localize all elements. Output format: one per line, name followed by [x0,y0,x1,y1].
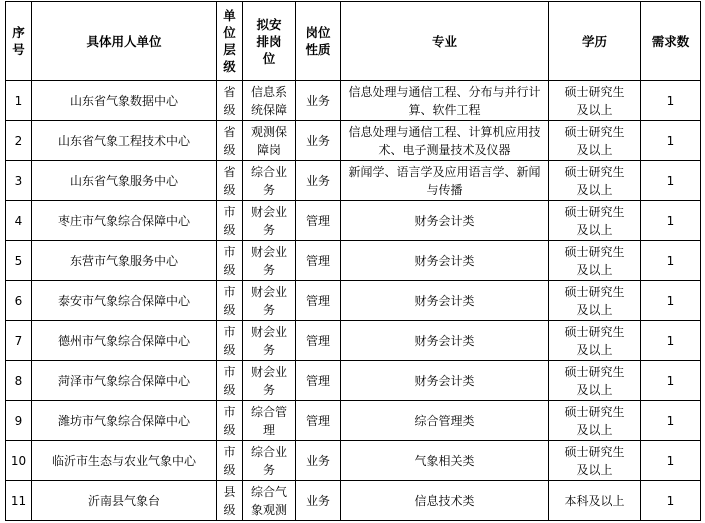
cell-count: 1 [641,481,701,521]
cell-nature: 管理 [296,361,341,401]
table-row [6,81,701,121]
cell-education: 硕士研究生及以上 [549,161,641,201]
cell-level: 省级 [217,161,243,201]
header-unit: 具体用人单位 [32,2,217,81]
cell-nature: 管理 [296,321,341,361]
cell-unit: 德州市气象综合保障中心 [32,321,217,361]
cell-unit: 东营市气象服务中心 [32,241,217,281]
cell-seq: 3 [6,161,32,201]
cell-post: 综合业务 [243,161,296,201]
header-nature: 岗位性质 [296,2,341,81]
cell-level: 市级 [217,361,243,401]
table-row [6,281,701,321]
cell-education: 硕士研究生及以上 [549,321,641,361]
cell-seq: 1 [6,81,32,121]
table-row [6,481,701,521]
cell-nature: 管理 [296,241,341,281]
cell-major: 财务会计类 [341,241,549,281]
table-row [6,121,701,161]
cell-nature: 管理 [296,201,341,241]
header-education: 学历 [549,2,641,81]
cell-unit: 枣庄市气象综合保障中心 [32,201,217,241]
cell-education: 硕士研究生及以上 [549,121,641,161]
cell-major: 财务会计类 [341,281,549,321]
cell-post: 财会业务 [243,201,296,241]
cell-level: 市级 [217,321,243,361]
cell-major: 财务会计类 [341,361,549,401]
table-row [6,201,701,241]
cell-post: 信息系统保障 [243,81,296,121]
cell-seq: 4 [6,201,32,241]
cell-major: 信息处理与通信工程、计算机应用技术、电子测量技术及仪器 [341,121,549,161]
cell-level: 省级 [217,81,243,121]
cell-major: 综合管理类 [341,401,549,441]
cell-nature: 管理 [296,281,341,321]
cell-nature: 业务 [296,161,341,201]
cell-nature: 业务 [296,81,341,121]
cell-count: 1 [641,241,701,281]
cell-count: 1 [641,401,701,441]
cell-nature: 业务 [296,441,341,481]
table-row [6,441,701,481]
cell-major: 财务会计类 [341,321,549,361]
cell-education: 硕士研究生及以上 [549,281,641,321]
header-major: 专业 [341,2,549,81]
cell-major: 气象相关类 [341,441,549,481]
header-count: 需求数 [641,2,701,81]
cell-count: 1 [641,321,701,361]
header-level: 单位层级 [217,2,243,81]
cell-unit: 菏泽市气象综合保障中心 [32,361,217,401]
cell-level: 市级 [217,401,243,441]
cell-seq: 8 [6,361,32,401]
cell-post: 综合管理 [243,401,296,441]
cell-count: 1 [641,161,701,201]
cell-seq: 10 [6,441,32,481]
cell-post: 财会业务 [243,241,296,281]
cell-unit: 潍坊市气象综合保障中心 [32,401,217,441]
cell-major: 信息处理与通信工程、分布与并行计算、软件工程 [341,81,549,121]
cell-post: 综合气象观测 [243,481,296,521]
cell-major: 新闻学、语言学及应用语言学、新闻与传播 [341,161,549,201]
cell-education: 硕士研究生及以上 [549,441,641,481]
header-seq: 序号 [6,2,32,81]
table-row [6,241,701,281]
cell-level: 市级 [217,281,243,321]
cell-nature: 业务 [296,121,341,161]
cell-level: 省级 [217,121,243,161]
cell-nature: 管理 [296,401,341,441]
cell-education: 硕士研究生及以上 [549,81,641,121]
cell-count: 1 [641,281,701,321]
cell-seq: 9 [6,401,32,441]
cell-seq: 6 [6,281,32,321]
cell-unit: 山东省气象数据中心 [32,81,217,121]
cell-count: 1 [641,81,701,121]
cell-post: 财会业务 [243,321,296,361]
cell-education: 硕士研究生及以上 [549,241,641,281]
cell-level: 县级 [217,481,243,521]
cell-count: 1 [641,121,701,161]
cell-education: 硕士研究生及以上 [549,401,641,441]
cell-unit: 山东省气象服务中心 [32,161,217,201]
cell-seq: 2 [6,121,32,161]
cell-unit: 泰安市气象综合保障中心 [32,281,217,321]
cell-seq: 7 [6,321,32,361]
cell-count: 1 [641,441,701,481]
cell-count: 1 [641,361,701,401]
table-row [6,321,701,361]
header-post: 拟安排岗位 [243,2,296,81]
cell-nature: 业务 [296,481,341,521]
cell-unit: 临沂市生态与农业气象中心 [32,441,217,481]
cell-education: 本科及以上 [549,481,641,521]
cell-level: 市级 [217,441,243,481]
recruitment-table [5,1,701,521]
cell-unit: 山东省气象工程技术中心 [32,121,217,161]
cell-post: 观测保障岗 [243,121,296,161]
table-row [6,161,701,201]
cell-level: 市级 [217,201,243,241]
cell-seq: 11 [6,481,32,521]
header-row [6,2,701,81]
cell-education: 硕士研究生及以上 [549,361,641,401]
cell-major: 财务会计类 [341,201,549,241]
table-row [6,361,701,401]
cell-education: 硕士研究生及以上 [549,201,641,241]
cell-level: 市级 [217,241,243,281]
cell-major: 信息技术类 [341,481,549,521]
cell-post: 财会业务 [243,281,296,321]
table-row [6,401,701,441]
cell-post: 综合业务 [243,441,296,481]
cell-unit: 沂南县气象台 [32,481,217,521]
cell-count: 1 [641,201,701,241]
cell-seq: 5 [6,241,32,281]
cell-post: 财会业务 [243,361,296,401]
